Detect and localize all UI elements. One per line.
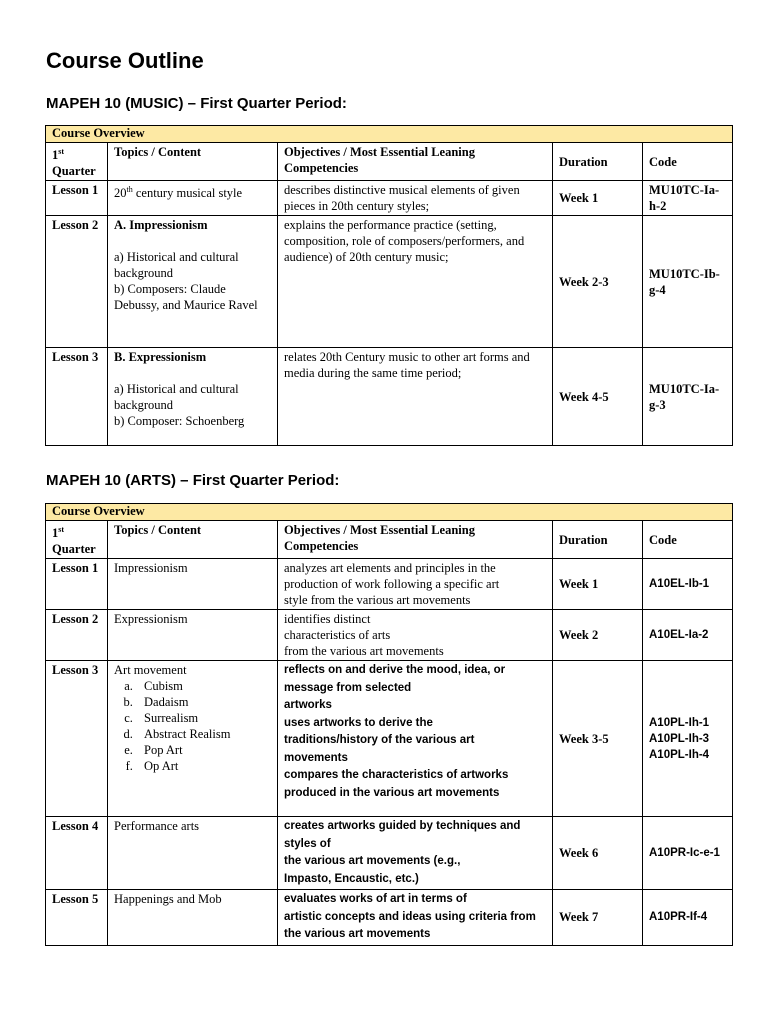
list-item: d. Abstract Realism [136,726,271,742]
topic-cell [108,661,278,817]
arts-course-table [45,503,733,946]
arts-section-heading: MAPEH 10 (ARTS) – First Quarter Period: [46,472,340,489]
quarter-header: 1st Quarter [46,143,108,181]
objective-cell: describes distinctive musical elements of given pieces in 20th century styles; [278,181,553,216]
table-row [46,181,733,216]
lesson-cell: Lesson 4 [46,817,108,890]
code-cell: A10PR-If-4 [643,890,733,946]
objective-cell: evaluates works of art in terms of artistic concepts and ideas using criteria from the various art movements [278,890,553,946]
topic-title: A. Impressionism [114,218,208,233]
code-cell: MU10TC-Ia-g-3 [643,348,733,446]
topic-cell [108,348,278,446]
list-item: f. Op Art [136,758,271,774]
lesson-cell: Lesson 3 [46,661,108,817]
course-overview-header: Course Overview [46,126,733,143]
lesson-cell: Lesson 2 [46,610,108,661]
lesson-cell: Lesson 5 [46,890,108,946]
list-item: e. Pop Art [136,742,271,758]
code-cell: A10EL-Ib-1 [643,559,733,610]
table-row [46,348,733,446]
topic-title: B. Expressionism [114,350,207,365]
course-overview-header: Course Overview [46,504,733,521]
topic-cell [108,216,278,348]
objective-cell: creates artworks guided by techniques and styles of the various art movements (e.g., Impasto, Encaustic, etc.) [278,817,553,890]
list-item: c. Surrealism [136,710,271,726]
topic-cell: Happenings and Mob [108,890,278,946]
duration-cell: Week 2 [553,610,643,661]
objective-cell: analyzes art elements and principles in the production of work following a specific art style from the various art movements [278,559,553,610]
duration-cell: Week 1 [553,559,643,610]
topic-cell: Impressionism [108,559,278,610]
objective-cell: explains the performance practice (setting, composition, role of composers/performers, and audience) of 20th century music; [278,216,553,348]
table-row [46,817,733,890]
page-title: Course Outline [46,48,204,73]
topic-cell: Expressionism [108,610,278,661]
duration-cell: Week 3-5 [553,661,643,817]
code-cell: MU10TC-Ib-g-4 [643,216,733,348]
code-cell: MU10TC-Ia-h-2 [643,181,733,216]
objective-cell: relates 20th Century music to other art forms and media during the same time period; [278,348,553,446]
table-row [46,559,733,610]
table-header-row [46,143,733,181]
quarter-header: 1st Quarter [46,521,108,559]
objectives-header: Objectives / Most Essential Leaning Competencies [278,521,553,559]
duration-cell: Week 6 [553,817,643,890]
duration-cell: Week 4-5 [553,348,643,446]
code-cell: A10PR-Ic-e-1 [643,817,733,890]
duration-header: Duration [553,521,643,559]
objective-cell: identifies distinct characteristics of arts from the various art movements [278,610,553,661]
art-movement-list [114,678,271,774]
lesson-cell: Lesson 1 [46,559,108,610]
duration-cell: Week 1 [553,181,643,216]
music-course-table [45,125,733,446]
topic-cell: 20th century musical style [108,181,278,216]
table-header-row [46,521,733,559]
topic-title: Art movement [114,663,187,678]
code-cell: A10PL-Ih-1 A10PL-Ih-3 A10PL-Ih-4 [643,661,733,817]
duration-header: Duration [553,143,643,181]
topic-subitem: b) Composers: Claude Debussy, and Maurice Ravel [114,282,258,313]
music-section-heading: MAPEH 10 (MUSIC) – First Quarter Period: [46,95,347,112]
table-row [46,610,733,661]
lesson-cell: Lesson 1 [46,181,108,216]
topic-subitem: b) Composer: Schoenberg [114,414,245,429]
objectives-header: Objectives / Most Essential Leaning Competencies [278,143,553,181]
topic-subitem: a) Historical and cultural background [114,382,239,413]
list-item: b. Dadaism [136,694,271,710]
table-row [46,216,733,348]
list-item: a. Cubism [136,678,271,694]
table-row [46,661,733,817]
topic-cell: Performance arts [108,817,278,890]
duration-cell: Week 2-3 [553,216,643,348]
lesson-cell: Lesson 2 [46,216,108,348]
table-row [46,890,733,946]
topic-subitem: a) Historical and cultural background [114,250,239,281]
topics-header: Topics / Content [108,521,278,559]
code-header: Code [643,143,733,181]
topics-header: Topics / Content [108,143,278,181]
duration-cell: Week 7 [553,890,643,946]
objective-cell: reflects on and derive the mood, idea, or message from selected artworks uses artworks to derive the traditions/history of the various art movements compares the characteristics of artworks produced in the various art movements [278,661,553,817]
code-header: Code [643,521,733,559]
code-cell: A10EL-Ia-2 [643,610,733,661]
lesson-cell: Lesson 3 [46,348,108,446]
